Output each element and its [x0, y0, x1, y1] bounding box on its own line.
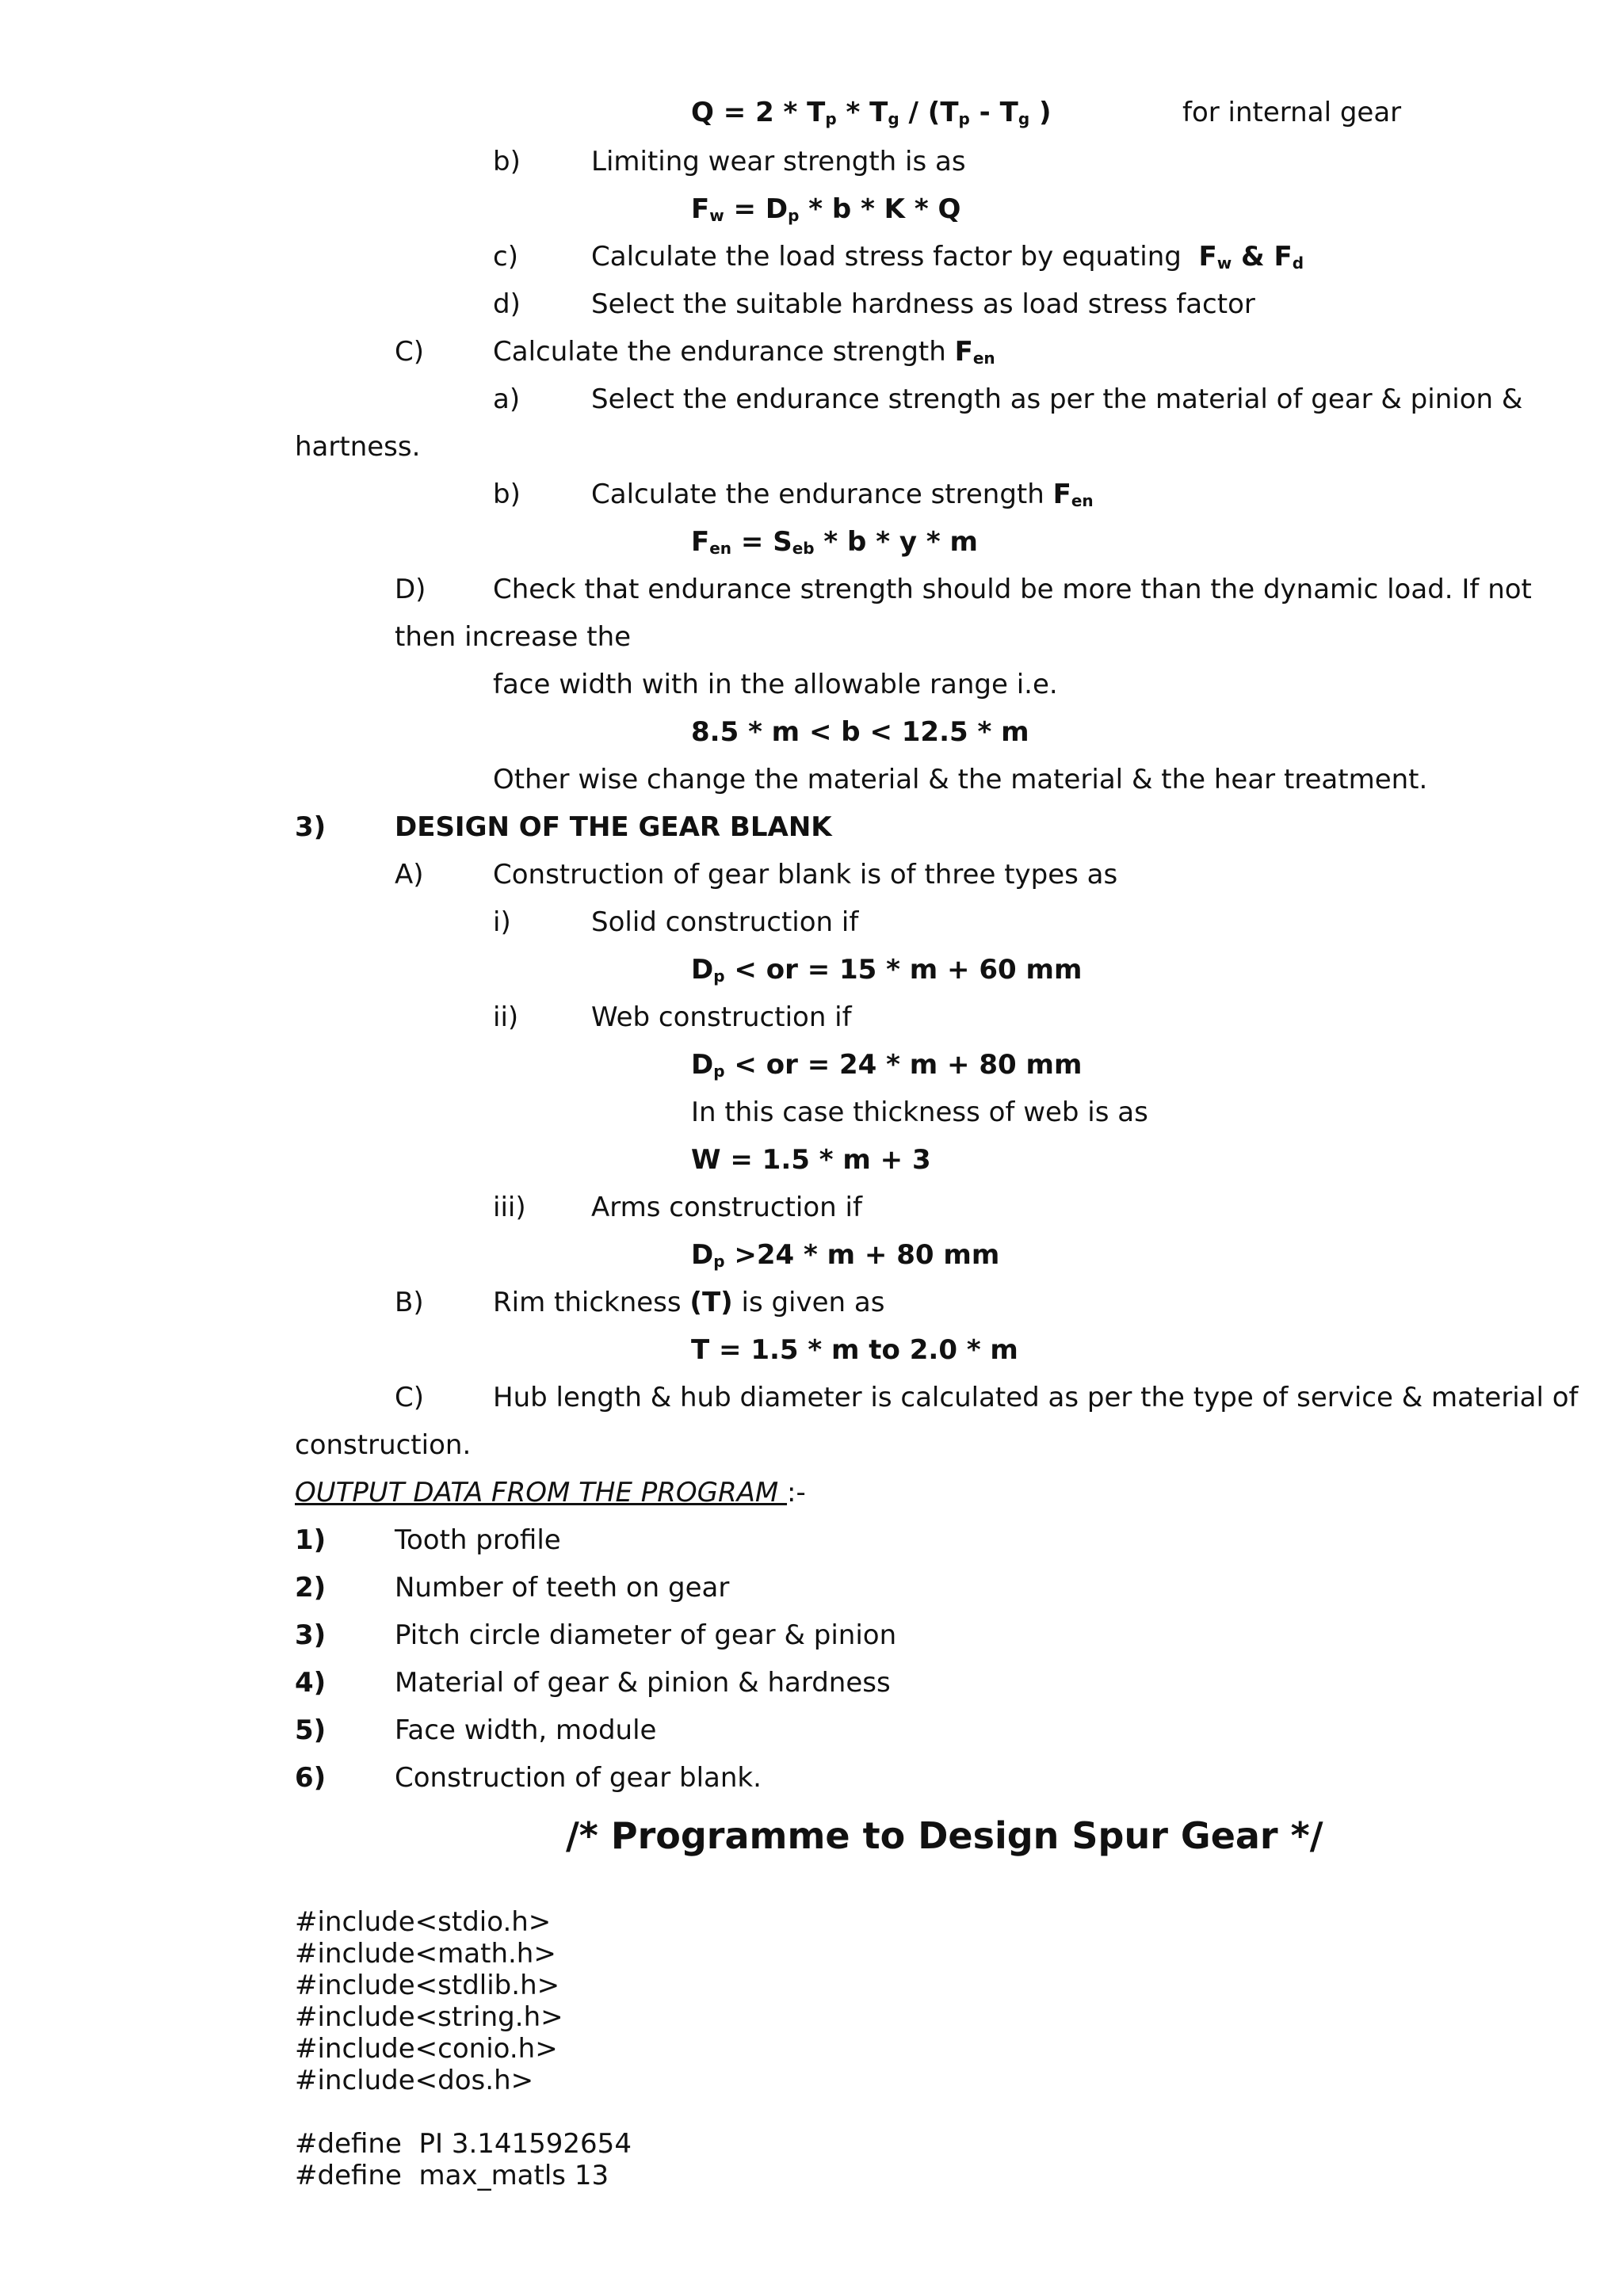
output-item-number: 3) — [295, 1619, 327, 1651]
output-heading-suffix: :- — [787, 1477, 806, 1508]
item-text-c: Calculate the load stress factor by equating $F_w$ & $F_d$ — [591, 241, 1304, 273]
section-label-B: B) — [395, 1287, 424, 1318]
output-heading — [295, 1475, 806, 1510]
code-line: #include<math.h> — [295, 1938, 556, 1970]
note-ii: In this case thickness of web is as — [691, 1097, 1148, 1128]
section-label-C2: C) — [395, 1382, 425, 1413]
other-wise-text: Other wise change the material & the material & the hear treatment. — [493, 764, 1428, 795]
fen-formula: $F_{en} = S_{eb} * b * y * m$ — [691, 526, 978, 558]
code-line: #define max_matls 13 — [295, 2160, 609, 2191]
output-item-number: 6) — [295, 1762, 327, 1794]
formula-rim: T = 1.5 * m to 2.0 * m — [691, 1334, 1018, 1366]
item-label-iii: iii) — [493, 1192, 526, 1223]
section-number-3: 3) — [295, 811, 327, 843]
item-label-b: b) — [493, 146, 521, 177]
section-label-C: C) — [395, 336, 425, 368]
item-label-i: i) — [493, 906, 511, 938]
output-item-number: 5) — [295, 1714, 327, 1746]
item-text-a-cont: hartness. — [295, 431, 421, 463]
code-line: #include<dos.h> — [295, 2065, 534, 2096]
section-text-A: Construction of gear blank is of three types as — [493, 859, 1118, 891]
item-label-d: d) — [493, 288, 521, 320]
item-text-d: Select the suitable hardness as load stress factor — [591, 288, 1255, 320]
range-formula: 8.5 * m < b < 12.5 * m — [691, 716, 1029, 748]
code-line: #include<stdio.h> — [295, 1906, 552, 1938]
section-label-D: D) — [395, 574, 426, 605]
output-item-text: Material of gear & pinion & hardness — [395, 1667, 891, 1699]
output-item-text: Face width, module — [395, 1714, 657, 1746]
code-line: #define PI 3.141592654 — [295, 2128, 632, 2160]
item-text-iii: Arms construction if — [591, 1192, 862, 1223]
output-item-text: Number of teeth on gear — [395, 1572, 730, 1604]
section-text-D: Check that endurance strength should be more than the dynamic load. If not — [493, 574, 1532, 605]
item-text-a: Select the endurance strength as per the material of gear & pinion & — [591, 383, 1523, 415]
item-text-b: Limiting wear strength is as — [591, 146, 966, 177]
section-title-gear-blank: DESIGN OF THE GEAR BLANK — [395, 811, 832, 843]
code-line: #include<string.h> — [295, 2001, 563, 2033]
section-label-A: A) — [395, 859, 424, 891]
item-label-ii: ii) — [493, 1001, 519, 1033]
output-item-number: 1) — [295, 1524, 327, 1556]
item-text-b2: Calculate the endurance strength $F_{en}$ — [591, 479, 1094, 510]
output-heading-text: OUTPUT DATA FROM THE PROGRAM — [295, 1477, 788, 1508]
output-item-text: Tooth profile — [395, 1524, 561, 1556]
output-item-number: 4) — [295, 1667, 327, 1699]
formula-iii: $D_p >24 * m + 80$ mm — [691, 1239, 1000, 1271]
fw-formula: $F_w = D_p * b * K * Q$ — [691, 193, 961, 225]
output-item-number: 2) — [295, 1572, 327, 1604]
section-text-D-cont: then increase the — [395, 621, 632, 653]
section-text-C2: Hub length & hub diameter is calculated as per the type of service & material of — [493, 1382, 1579, 1413]
item-label-c: c) — [493, 241, 518, 273]
output-item-text: Construction of gear blank. — [395, 1762, 762, 1794]
q-note: for internal gear — [1182, 97, 1402, 128]
q-formula: $Q = 2 * T_p * T_g / (T_p - T_g$ ) — [691, 97, 1052, 128]
item-text-ii: Web construction if — [591, 1001, 852, 1033]
section-text-B: Rim thickness (T) is given as — [493, 1287, 885, 1318]
section-text-C: Calculate the endurance strength $F_{en}$ — [493, 336, 995, 368]
item-text-i: Solid construction if — [591, 906, 859, 938]
code-line: #include<stdlib.h> — [295, 1970, 560, 2001]
formula-i: $D_p$ < or = 15 * m + 60 mm — [691, 954, 1083, 986]
code-line: #include<conio.h> — [295, 2033, 558, 2065]
output-item-text: Pitch circle diameter of gear & pinion — [395, 1619, 897, 1651]
formula-ii: $D_p$ < or = 24 * m + 80 mm — [691, 1049, 1083, 1081]
section-text-C2-cont: construction. — [295, 1429, 472, 1461]
item-label-a: a) — [493, 383, 521, 415]
section-text-D-cont2: face width with in the allowable range i.e. — [493, 669, 1058, 700]
formula-web-w: W = 1.5 * m + 3 — [691, 1144, 931, 1176]
program-title: /* Programme to Design Spur Gear */ — [566, 1814, 1323, 1857]
item-label-b2: b) — [493, 479, 521, 510]
